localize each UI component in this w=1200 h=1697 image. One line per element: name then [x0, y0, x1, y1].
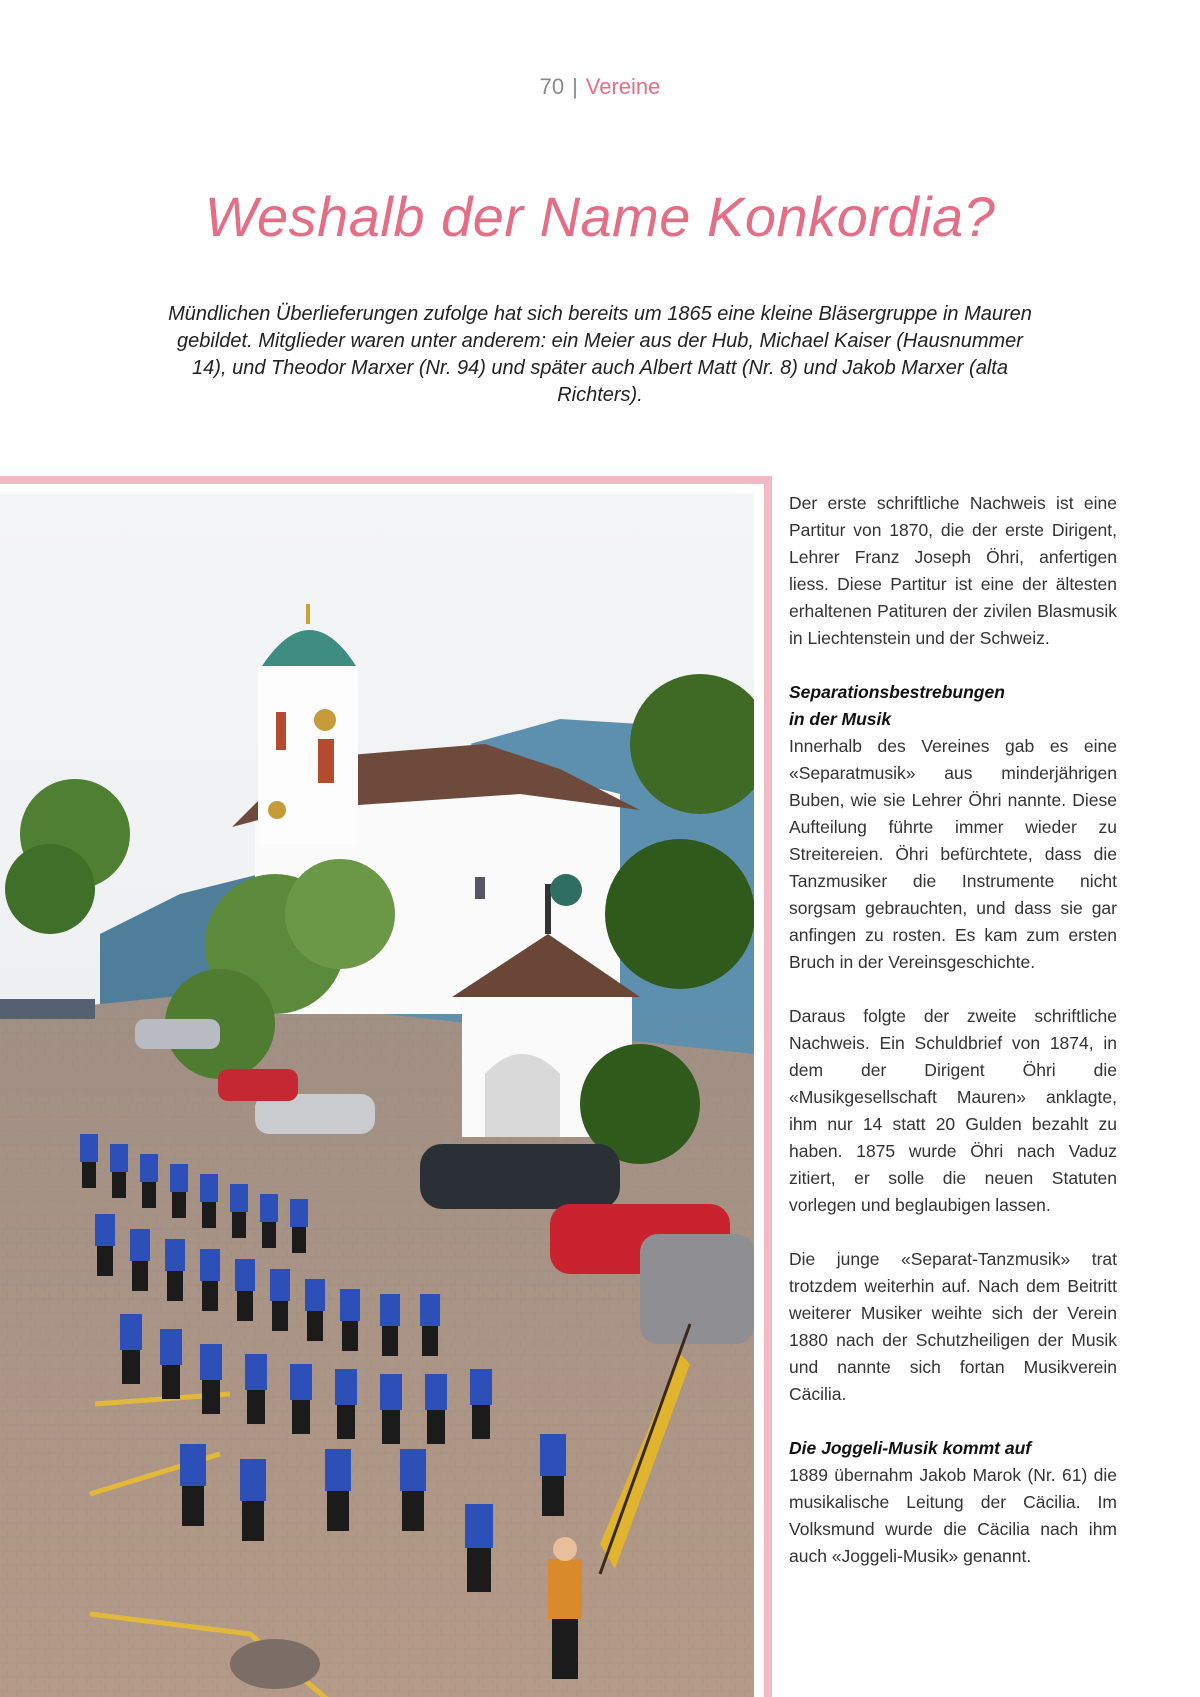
- page-title: Weshalb der Name Konkordia?: [204, 185, 996, 248]
- body-paragraph: Innerhalb des Vereines gab es eine «Separatmusik» aus minderjährigen Buben, wie sie Lehrer Öhri nannte. Diese Aufteilung führte immer wieder zu Streitereien. Öhri befürchtete, dass die Tanzmusiker die Instrumente nicht sorgsam gebrauchten, und dass sie gar anfingen zu rosten. Es kam zum ersten Bruch in der Vereinsgeschichte.: [789, 736, 1117, 972]
- body-column: [789, 490, 1117, 1597]
- running-header: [0, 74, 1200, 100]
- body-paragraph: 1889 übernahm Jakob Marok (Nr. 61) die musikalische Leitung der Cäcilia. Im Volksmund wurde die Cäcilia nach ihm auch «Joggeli-Musik» genannt.: [789, 1465, 1117, 1566]
- subheading-line: in der Musik: [789, 709, 892, 729]
- body-paragraph: Die junge «Separat-Tanzmusik» trat trotzdem weiterhin auf. Nach dem Beitritt weiterer Musiker weihte sich der Verein 1880 nach der Schutzheiligen der Musik und nannte sich fortan Musikverein Cäcilia.: [789, 1249, 1117, 1404]
- lead-paragraph: Mündlichen Überlieferungen zufolge hat sich bereits um 1865 eine kleine Bläsergruppe in Mauren gebildet. Mitglieder waren unter anderem: ein Meier aus der Hub, Michael Kaiser (Hausnummer 14), und Theodor Marxer (Nr. 94) und später auch Albert Matt (Nr. 8) und Jakob Marxer (alta Richters).: [168, 303, 1032, 406]
- body-paragraph: Daraus folgte der zweite schriftliche Nachweis. Ein Schuldbrief von 1874, in dem der Dirigent Öhri die «Musikgesellschaft Mauren» anklagte, ihm nur 14 statt 20 Gulden bezahlt zu haben. 1875 wurde Öhri nach Vaduz zitiert, er solle die neuen Statuten vorlegen und beglaubigen lassen.: [789, 1006, 1117, 1215]
- photo-frame-right: [764, 476, 772, 1697]
- header-separator: |: [572, 74, 578, 99]
- photo-frame-top: [0, 476, 772, 484]
- subheading: Die Joggeli-Musik kommt auf: [789, 1438, 1032, 1458]
- section-name: Vereine: [585, 74, 661, 99]
- page-number: 70: [539, 74, 565, 99]
- body-paragraph: Der erste schriftliche Nachweis ist eine Partitur von 1870, die der erste Dirigent, Lehrer Franz Joseph Öhri, anfertigen liess. Diese Partitur ist eine der ältesten erhaltenen Patituren der zivilen Blasmusik in Liechtenstein und der Schweiz.: [789, 493, 1117, 648]
- band-parade-photo: [0, 494, 754, 1697]
- subheading-line: Separationsbestrebungen: [789, 682, 1005, 702]
- subheading: [789, 679, 1117, 733]
